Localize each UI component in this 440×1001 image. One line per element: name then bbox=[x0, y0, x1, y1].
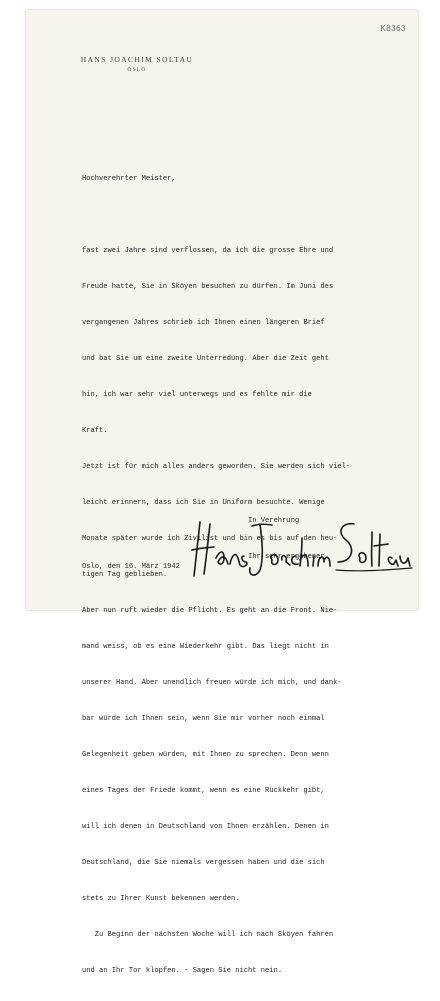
body-line: will ich denen in Deutschland von Ihnen erzählen. Denen in bbox=[82, 823, 329, 831]
body-line: Monate später wurde ich Zivilist und bin es bis auf den heu- bbox=[82, 535, 338, 543]
letterhead-name: HANS JOACHIM SOLTAU bbox=[80, 55, 194, 64]
dateline: Oslo, den 16. März 1942 bbox=[82, 563, 180, 571]
body-line: Deutschland, die Sie niemals vergessen haben und die sich bbox=[82, 859, 325, 867]
salutation: Hochverehrter Meister, bbox=[82, 175, 176, 183]
body-line: tigen Tag geblieben. bbox=[82, 571, 168, 579]
body-line: bar würde ich Ihnen sein, wenn Sie mir vorher noch einmal bbox=[82, 715, 325, 723]
body-line: Freude hatte, Sie in Sköyen besuchen zu dürfen. Im Juni des bbox=[82, 283, 334, 291]
body-line: Aber nun ruft wieder die Pflicht. Es geht an die Front. Nie- bbox=[82, 607, 338, 615]
body-line: vergangenen Jahres schrieb ich Ihnen einen längeren Brief bbox=[82, 319, 325, 327]
letterhead-city: OSLO bbox=[127, 67, 147, 73]
body-line: unserer Hand. Aber unendlich freuen würde ich mich, und dank- bbox=[82, 679, 342, 687]
body-line: mand weiss, ob es eine Wiederkehr gibt. Das liegt nicht in bbox=[82, 643, 329, 651]
letter-page bbox=[26, 10, 418, 975]
body-line: leicht erinnern, dass ich Sie in Uniform besuchte. Wenige bbox=[82, 499, 325, 507]
body-line: stets zu Ihrer Kunst bekennen werden. bbox=[82, 895, 240, 903]
body-line: und an Ihr Tor klopfen. - Sagen Sie nicht nein. bbox=[82, 967, 283, 975]
closing-line: In Verehrung bbox=[248, 517, 300, 525]
archive-number: K8363 bbox=[380, 24, 406, 33]
handwritten-signature bbox=[186, 510, 416, 580]
body-line: Gelegenheit geben würden, mit Ihnen zu sprechen. Denn wenn bbox=[82, 751, 329, 759]
body-line: Jetzt ist für mich alles anders geworden. Sie werden sich viel- bbox=[82, 463, 351, 471]
body-line: hin, ich war sehr viel unterwegs und es fehlte mir die bbox=[82, 391, 312, 399]
letterhead bbox=[62, 55, 212, 73]
closing-line: Ihr sehr ergebener bbox=[248, 553, 325, 561]
body-line: und bat Sie um eine zweite Unterredung. Aber die Zeit geht bbox=[82, 355, 329, 363]
body-line: Kraft. bbox=[82, 427, 108, 435]
paragraph-gap bbox=[82, 209, 412, 221]
body-line: Zu Beginn der nächsten Woche will ich nach Sköyen fahren bbox=[82, 931, 334, 939]
body-line: eines Tages der Friede kommt, wenn es eine Rückkehr gibt, bbox=[82, 787, 325, 795]
body-line: fast zwei Jahre sind verflossen, da ich die grosse Ehre und bbox=[82, 247, 334, 255]
